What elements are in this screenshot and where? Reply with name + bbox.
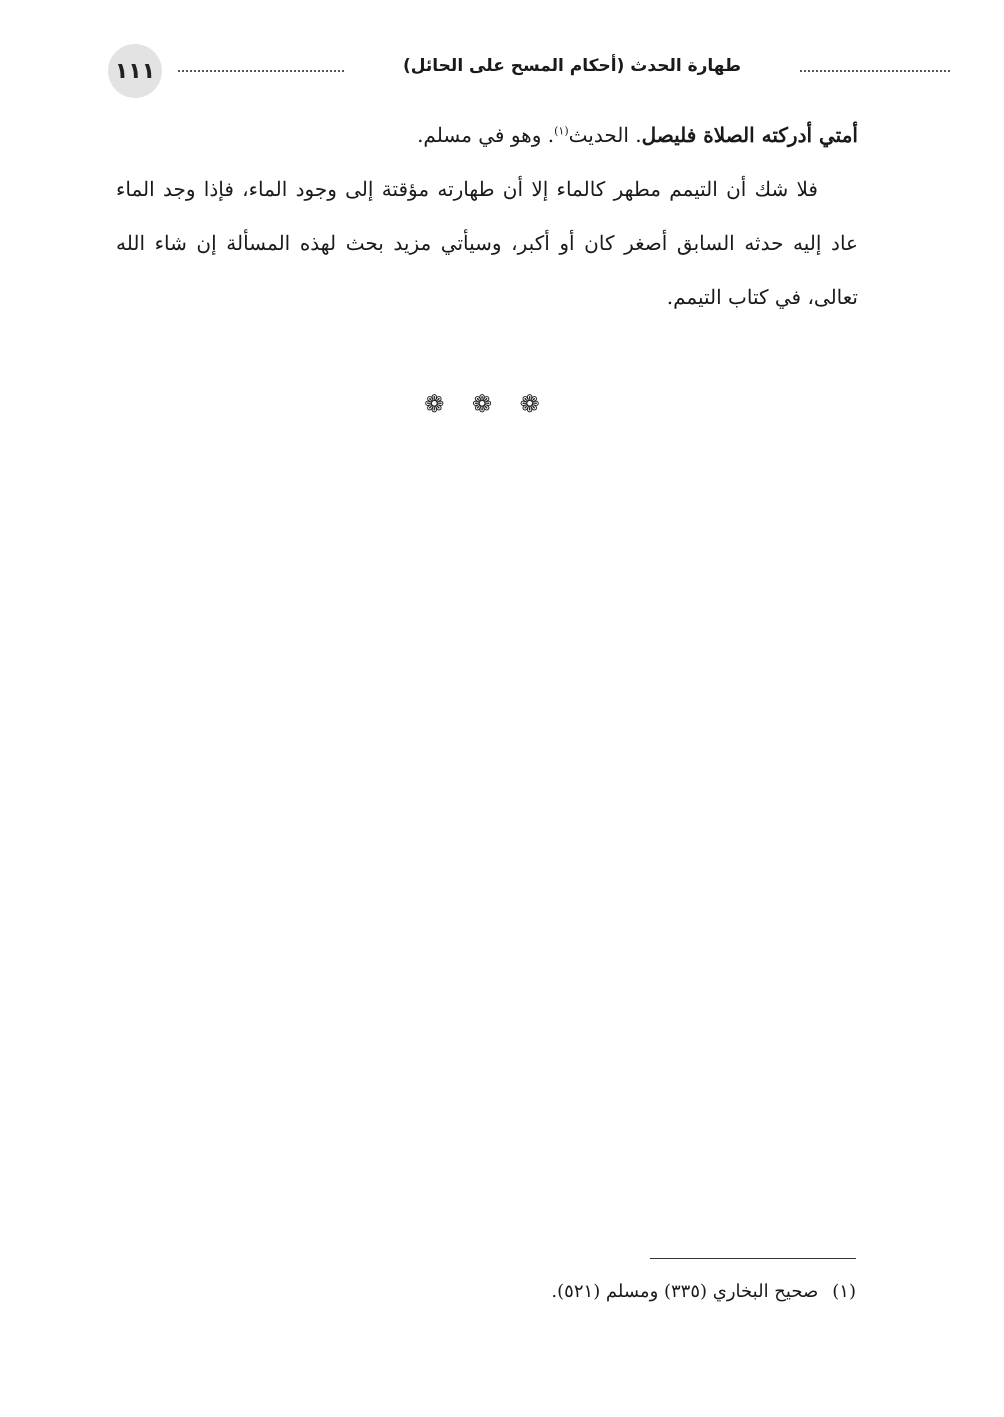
footnote-reference[interactable]: (١) [554,124,569,138]
page-number-badge [108,44,162,98]
main-text [116,108,858,324]
paragraph-1-text-a: . الحديث [568,123,642,147]
paragraph-1 [116,108,858,162]
page-number: ١١١ [114,58,156,84]
paragraph-1-text-b: . وهو في مسلم. [417,123,555,147]
footnote-separator [650,1258,856,1259]
running-header [108,44,856,98]
running-title: طهارة الحدث (أحكام المسح على الحائل) [402,56,742,76]
section-ornament: ❁ ❁ ❁ [424,390,550,418]
header-dotted-leader-left [178,70,344,72]
footnote-text: صحيح البخاري (٣٣٥) ومسلم (٥٢١). [551,1281,819,1302]
header-dotted-leader-right [800,70,950,72]
paragraph-2: فلا شك أن التيمم مطهر كالماء إلا أن طهارته مؤقتة إلى وجود الماء، فإذا وجد الماء عاد إليه حدثه السابق أصغر كان أو أكبر، وسيأتي مزيد بحث لهذه المسألة إن شاء الله تعالى، في كتاب التيمم. [116,177,858,309]
footnote-number: (١) [832,1281,856,1302]
hadith-quote: أمتي أدركته الصلاة فليصل [641,123,858,147]
footnote-1 [300,1276,856,1308]
